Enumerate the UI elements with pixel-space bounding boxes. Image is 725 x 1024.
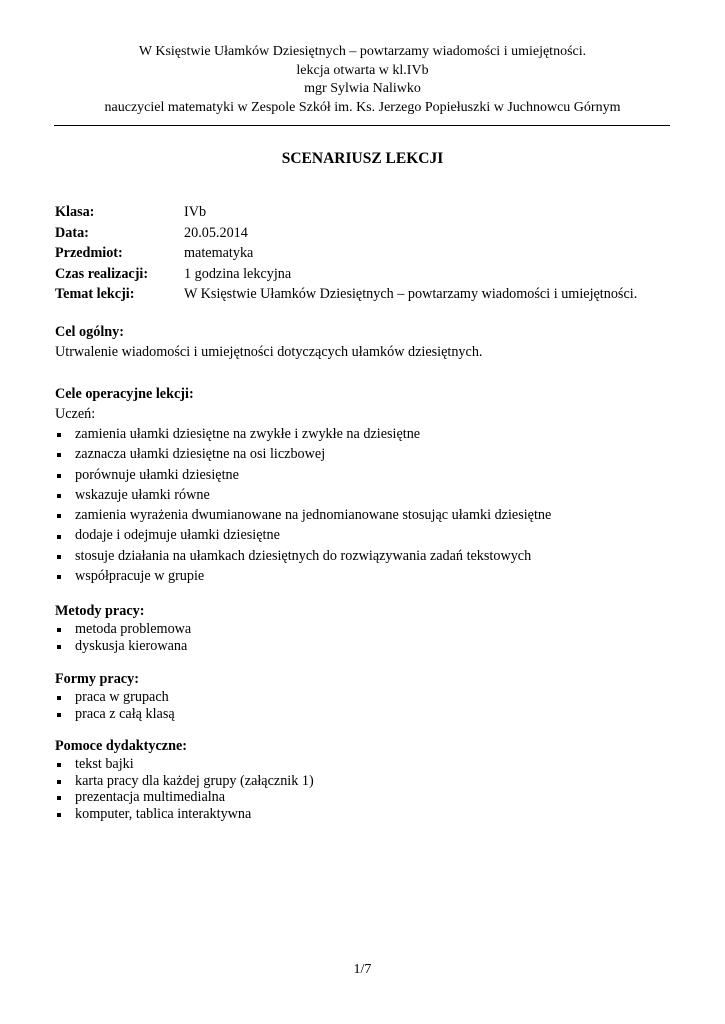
info-value: 1 godzina lekcyjna — [184, 265, 292, 282]
header-divider — [54, 125, 670, 126]
list-item-text: praca w grupach — [75, 689, 169, 705]
info-label: Przedmiot: — [55, 245, 123, 262]
list-item-text: praca z całą klasą — [75, 705, 175, 722]
teaching-aids-list — [55, 756, 314, 822]
info-value: matematyka — [184, 245, 254, 262]
list-item — [55, 424, 551, 444]
list-item-text: stosuje działania na ułamkach dziesiętnych do rozwiązywania zadań tekstowych — [75, 547, 532, 564]
list-item-text: zamienia ułamki dziesiętne na zwykłe i zwykłe na dziesiętne — [75, 426, 421, 442]
work-forms-section — [55, 669, 175, 722]
list-item — [55, 621, 191, 638]
bullet-icon — [57, 555, 61, 559]
list-item — [55, 485, 551, 505]
info-label: Temat lekcji: — [55, 286, 135, 303]
list-item-text: prezentacja multimedialna — [75, 789, 226, 806]
list-item-text: zaznacza ułamki dziesiętne na osi liczbowej — [75, 446, 326, 463]
section-heading: Metody pracy: — [55, 603, 145, 619]
info-row-topic — [55, 284, 637, 305]
bullet-icon — [57, 796, 61, 800]
bullet-icon — [57, 780, 61, 784]
header-school-line: nauczyciel matematyki w Zespole Szkół im. Ks. Jerzego Popiełuszki w Juchnowcu Górnym — [104, 99, 621, 115]
list-item-text: dyskusja kierowana — [75, 637, 188, 654]
bullet-icon — [57, 474, 61, 478]
list-item — [55, 773, 314, 790]
bullet-icon — [57, 494, 61, 498]
bullet-icon — [57, 535, 61, 539]
info-value: W Księstwie Ułamków Dziesiętnych – powtarzamy wiadomości i umiejętności. — [184, 286, 638, 303]
list-item — [55, 465, 551, 485]
bullet-icon — [57, 763, 61, 767]
bullet-icon — [57, 696, 61, 700]
list-item — [55, 806, 314, 823]
document-header — [0, 43, 725, 117]
header-author-line: mgr Sylwia Naliwko — [304, 81, 421, 96]
list-item-text: dodaje i odejmuje ułamki dziesiętne — [75, 527, 280, 544]
info-value: IVb — [184, 204, 207, 220]
bullet-icon — [57, 433, 61, 437]
list-item-text: metoda problemowa — [75, 621, 192, 637]
operational-goals-section — [55, 384, 551, 586]
bullet-icon — [57, 813, 61, 817]
list-item — [55, 566, 551, 586]
bullet-icon — [57, 575, 61, 579]
page-number: 1/7 — [353, 962, 372, 977]
bullet-icon — [57, 453, 61, 457]
header-topic-line: W Księstwie Ułamków Dziesiętnych – powtarzamy wiadomości i umiejętności. — [138, 44, 587, 59]
list-item-text: zamienia wyrażenia dwumianowane na jednomianowane stosując ułamki dziesiętne — [75, 507, 552, 524]
info-row-class — [55, 202, 637, 223]
section-heading: Cele operacyjne lekcji: — [55, 386, 194, 402]
list-item — [55, 689, 175, 706]
bullet-icon — [57, 628, 61, 632]
list-item — [55, 505, 551, 525]
bullet-icon — [57, 514, 61, 518]
work-methods-section — [55, 601, 191, 654]
list-item — [55, 525, 551, 545]
info-label: Klasa: — [55, 204, 95, 220]
lesson-info-table — [55, 202, 637, 305]
info-row-subject — [55, 243, 637, 264]
section-heading: Pomoce dydaktyczne: — [55, 738, 187, 754]
info-row-date — [55, 223, 637, 244]
list-item-text: karta pracy dla każdej grupy (załącznik 1) — [75, 772, 314, 789]
list-item — [55, 706, 175, 723]
teaching-aids-section — [55, 736, 314, 822]
list-item — [55, 756, 314, 773]
list-item — [55, 789, 314, 806]
list-item — [55, 638, 191, 655]
info-label: Czas realizacji: — [55, 265, 149, 282]
work-methods-list — [55, 621, 191, 654]
header-lesson-line: lekcja otwarta w kl.IVb — [296, 62, 429, 78]
info-label: Data: — [55, 224, 89, 241]
work-forms-list — [55, 689, 175, 722]
page-title: SCENARIUSZ LEKCJI — [281, 150, 444, 167]
list-item-text: współpracuje w grupie — [75, 568, 205, 585]
general-goal-section — [55, 322, 482, 362]
section-heading: Formy pracy: — [55, 671, 139, 687]
list-item — [55, 546, 551, 566]
list-item-text: tekst bajki — [75, 756, 134, 772]
bullet-icon — [57, 713, 61, 717]
operational-goals-list — [55, 424, 551, 586]
list-item-text: wskazuje ułamki równe — [75, 486, 210, 503]
list-item-text: porównuje ułamki dziesiętne — [75, 466, 239, 483]
list-item — [55, 444, 551, 464]
info-value: 20.05.2014 — [184, 224, 248, 241]
list-item-text: komputer, tablica interaktywna — [75, 805, 252, 822]
info-row-duration — [55, 264, 637, 285]
bullet-icon — [57, 645, 61, 649]
goals-intro: Uczeń: — [55, 406, 96, 422]
section-heading: Cel ogólny: — [55, 324, 124, 340]
general-goal-text: Utrwalenie wiadomości i umiejętności dotyczących ułamków dziesiętnych. — [55, 344, 483, 360]
